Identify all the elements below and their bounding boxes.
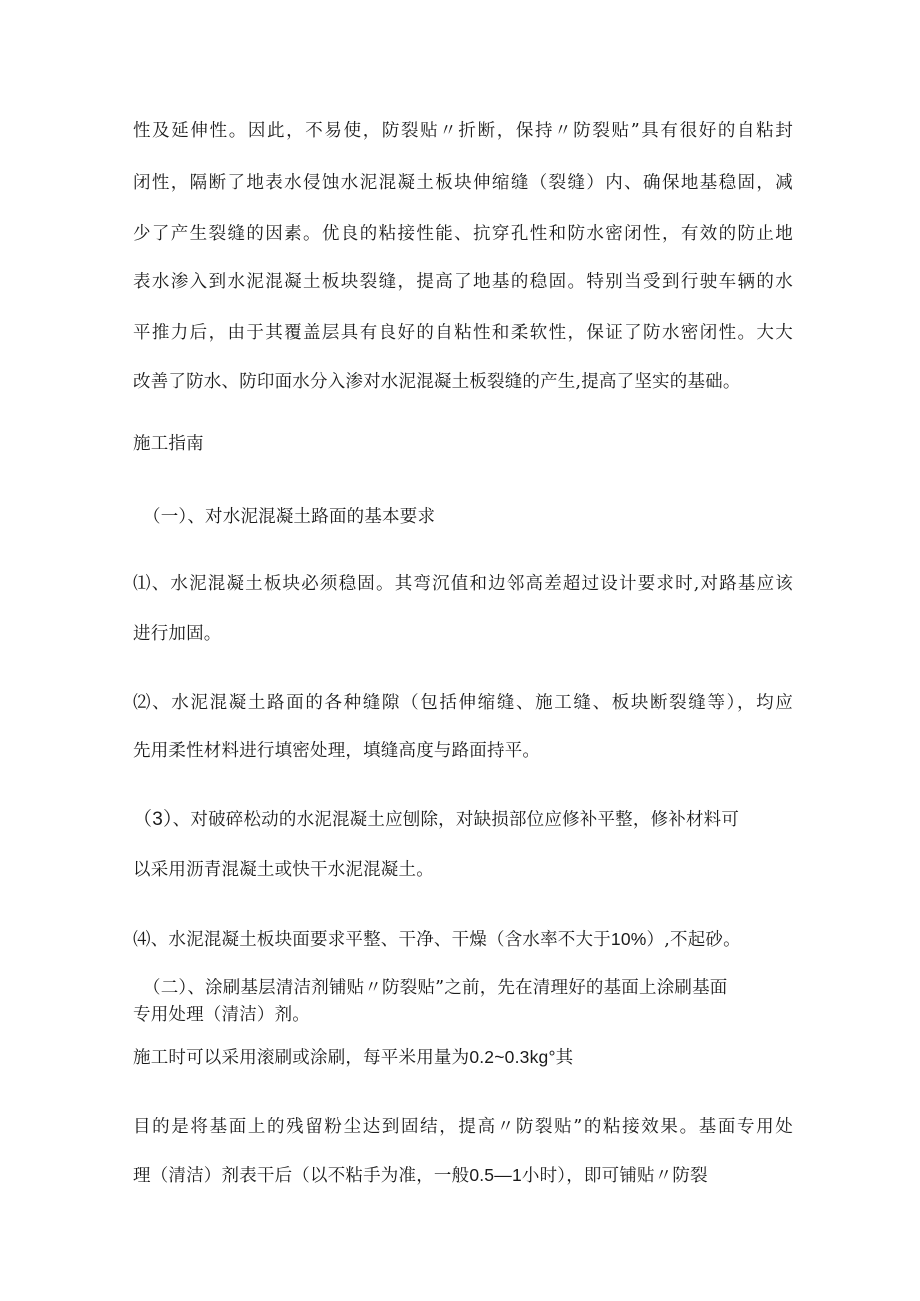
item-3-line-1	[133, 808, 793, 832]
item-3-line-2: 以采用沥青混凝土或快干水泥混凝土。	[133, 860, 434, 880]
item-2-line-2: 先用柔性材料进行填密处理，填缝高度与路面持平。	[133, 741, 541, 761]
intro-line-3: 少了产生裂缝的因素。优良的粘接性能、抗穿孔性和防水密闭性，有效的防止地	[133, 224, 793, 244]
item-4-text-post: ）,不起砂。	[646, 930, 741, 950]
item-2-line-1: ⑵、水泥混凝土路面的各种缝隙（包括伸缩缝、施工缝、板块断裂缝等），均应	[133, 693, 793, 713]
item-1-line-2: 进行加固。	[133, 624, 222, 644]
item-4-value: 10%	[610, 929, 647, 949]
dosage-value: 0.2~0.3kg°	[469, 1047, 556, 1067]
item-3-marker: （3）	[133, 809, 173, 830]
intro-line-6: 改善了防水、防印面水分入渗对水泥混凝土板裂缝的产生,提高了坚实的基础。	[133, 372, 741, 392]
closing-text-pre: 理（清洁）剂表干后（以不粘手为准，一般	[133, 1166, 470, 1186]
subsection-heading-2-line-1: （二）、涂刷基层清洁剂铺贴〃防裂贴”之前，先在清理好的基面上涂刷基面	[143, 978, 728, 998]
item-4-text-pre: ⑷、水泥混凝土板块面要求平整、干净、干燥（含水率不大于	[133, 930, 611, 950]
closing-line-2	[133, 1163, 793, 1188]
intro-line-1: 性及延伸性。因此，不易使，防裂贴〃折断，保持〃防裂贴”具有很好的自粘封	[133, 121, 793, 141]
closing-value: 0.5—1	[469, 1165, 522, 1185]
subsection-heading-1: （一）、对水泥混凝土路面的基本要求	[143, 507, 436, 527]
dosage-text-post: 其	[555, 1048, 574, 1068]
intro-line-4: 表水渗入到水泥混凝土板块裂缝，提高了地基的稳固。特别当受到行驶车辆的水	[133, 272, 793, 292]
item-1-line-1: ⑴、水泥混凝土板块必须稳固。其弯沉值和边邻高差超过设计要求时,对路基应该	[133, 574, 793, 594]
section-title: 施工指南	[133, 434, 204, 454]
intro-line-2: 闭性，隔断了地表水侵蚀水泥混凝土板块伸缩缝（裂缝）内、确保地基稳固，减	[133, 173, 793, 193]
item-3-text: 、对破碎松动的水泥混凝土应刨除，对缺损部位应修补平整，修补材料可	[172, 810, 740, 830]
subsection-heading-2-line-2: 专用处理（清洁）剂。	[133, 1005, 310, 1025]
intro-line-5: 平推力后，由于其覆盖层具有良好的自粘性和柔软性，保证了防水密闭性。大大	[133, 323, 793, 343]
item-4-line	[133, 927, 793, 952]
dosage-line	[133, 1045, 793, 1070]
dosage-text-pre: 施工时可以采用滚刷或涂刷，每平米用量为	[133, 1048, 470, 1068]
closing-text-post: 小时），即可铺贴〃防裂	[521, 1166, 708, 1186]
closing-line-1: 目的是将基面上的残留粉尘达到固结，提高〃防裂贴”的粘接效果。基面专用处	[133, 1117, 793, 1137]
